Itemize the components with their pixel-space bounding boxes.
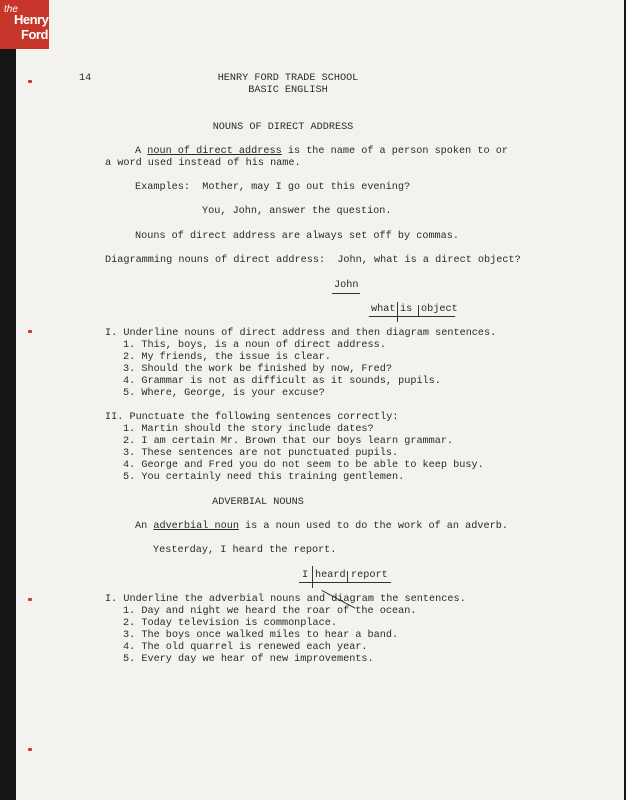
margin-mark [28,748,32,751]
example-line: Yesterday, I heard the report. [153,545,337,556]
exercise-item: 4. The old quarrel is renewed each year. [123,642,368,653]
margin-mark [28,80,32,83]
henry-ford-logo: the Henry Ford [0,0,49,49]
diagram-address-line [332,293,360,294]
definition-line-2: a word used instead of his name. [105,158,301,169]
school-title: HENRY FORD TRADE SCHOOL [217,73,359,84]
rule-line: Nouns of direct address are always set off by commas. [135,231,460,242]
page-number: 14 [79,73,92,84]
defined-term: adverbial noun [153,521,239,532]
examples-line: Examples: Mother, may I go out this evening? [135,182,411,193]
margin-mark [28,598,32,601]
diagram-baseline [369,316,455,317]
defined-term: noun of direct address [147,146,282,157]
exercise-item: 2. I am certain Mr. Brown that our boys learn grammar. [123,436,454,447]
diagram-object: report [351,570,388,581]
exercise-item: 1. This, boys, is a noun of direct address. [123,340,386,351]
exercise-heading: I. Underline nouns of direct address and then diagram sentences. [105,328,497,339]
diagram-verb: heard [315,570,346,581]
exercise-item: 1. Day and night we heard the roar of the ocean. [123,606,417,617]
diagram-verb: is [400,304,413,315]
diagram-divider [312,566,313,588]
diagram-intro: Diagramming nouns of direct address: John, what is a direct object? [105,255,521,266]
diagram-address-word: John [334,280,359,291]
exercise-item: 5. Where, George, is your excuse? [123,388,325,399]
exercise-item: 2. My friends, the issue is clear. [123,352,331,363]
example-line: You, John, answer the question. [202,206,392,217]
diagram-divider [418,305,419,316]
diagram-subject: what [371,304,396,315]
exercise-heading: I. Underline the adverbial nouns and diagram the sentences. [105,594,466,605]
exercise-item: 5. You certainly need this training gentlemen. [123,472,405,483]
diagram-subject: I [302,570,309,581]
exercise-item: 2. Today television is commonplace. [123,618,337,629]
exercise-item: 3. These sentences are not punctuated pupils. [123,448,399,459]
diagram-divider [347,571,348,582]
margin-mark [28,330,32,333]
exercise-item: 3. Should the work be finished by now, Fred? [123,364,392,375]
exercise-heading: II. Punctuate the following sentences correctly: [105,412,399,423]
exercise-item: 4. George and Fred you do not seem to be able to keep busy. [123,460,484,471]
subject-title: BASIC ENGLISH [248,85,328,96]
diagram-divider [397,302,398,322]
document-page [16,0,624,800]
definition-line: A noun of direct address is the name of a person spoken to or [135,146,508,157]
exercise-item: 5. Every day we hear of new improvements. [123,654,374,665]
exercise-item: 3. The boys once walked miles to hear a band. [123,630,399,641]
definition-line: An adverbial noun is a noun used to do the work of an adverb. [135,521,508,532]
diagram-object: object [421,304,458,315]
section-title: NOUNS OF DIRECT ADDRESS [212,122,354,133]
exercise-item: 4. Grammar is not as difficult as it sounds, pupils. [123,376,441,387]
section-title: ADVERBIAL NOUNS [212,497,304,508]
exercise-item: 1. Martin should the story include dates? [123,424,374,435]
